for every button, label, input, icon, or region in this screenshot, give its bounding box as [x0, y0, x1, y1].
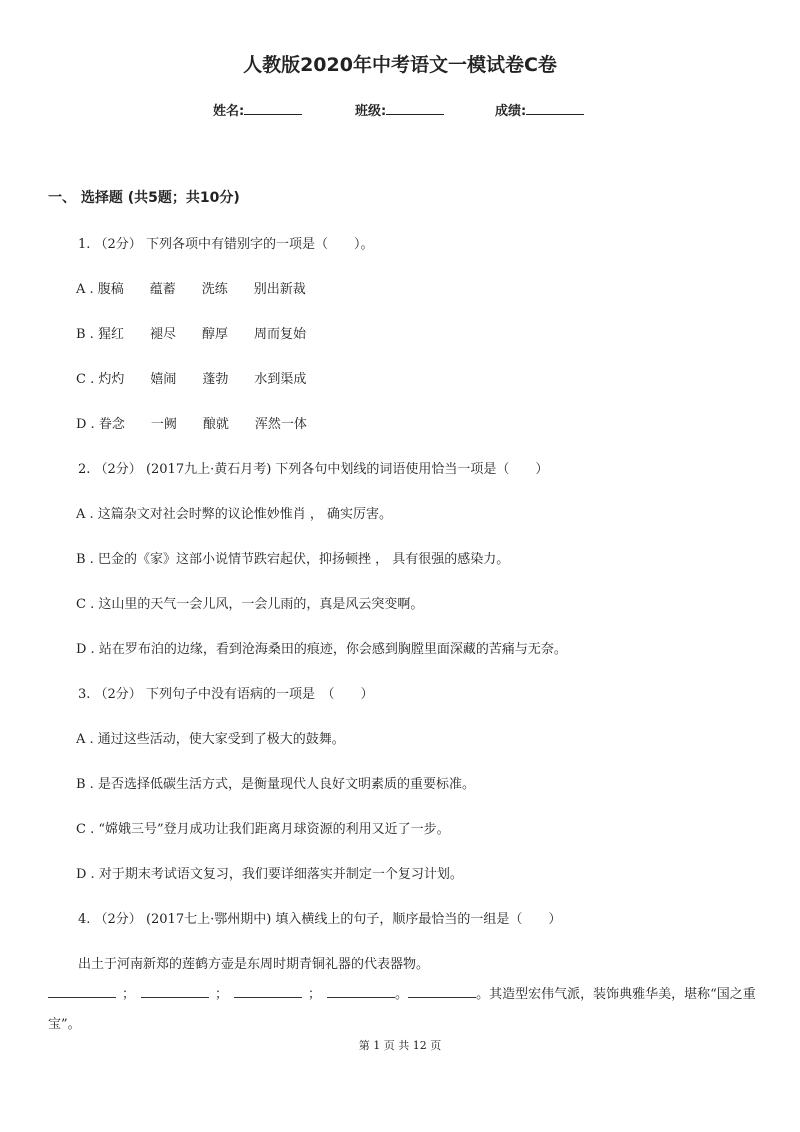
question-passage: 出土于河南新郑的莲鹤方壶是东周时期青铜礼器的代表器物。	[78, 957, 430, 972]
name-label: 姓名:	[213, 104, 245, 119]
question-stem: 4. （2分） (2017七上·鄂州期中) 填入横线上的句子，顺序最恰当的一组是（ ）	[78, 912, 562, 927]
class-label: 班级:	[355, 104, 387, 119]
class-field[interactable]	[355, 100, 444, 119]
question-stem: 2. （2分） (2017九上·黄石月考) 下列各句中划线的词语使用恰当一项是（ ）	[78, 462, 549, 477]
option-b[interactable]: B . 是否选择低碳生活方式，是衡量现代人良好文明素质的重要标准。	[76, 777, 475, 792]
punct: 。	[476, 987, 490, 1002]
fill-blank-4[interactable]	[327, 985, 395, 998]
option-c[interactable]: C . 这山里的天气一会儿风，一会儿雨的，真是风云突变啊。	[76, 597, 424, 612]
fill-blank-1[interactable]	[48, 985, 116, 998]
name-field[interactable]	[213, 100, 302, 119]
option-d[interactable]: D . 对于期末考试语文复习，我们要详细落实并制定一个复习计划。	[76, 867, 463, 882]
name-blank[interactable]	[244, 102, 302, 115]
option-a[interactable]: A . 腹稿 蕴蓄 洗练 别出新裁	[76, 282, 306, 297]
score-blank[interactable]	[526, 102, 584, 115]
option-a[interactable]: A . 通过这些活动，使大家受到了极大的鼓舞。	[76, 732, 345, 747]
score-label: 成绩:	[495, 104, 527, 119]
punct: ；	[122, 987, 136, 1002]
option-d[interactable]: D . 站在罗布泊的边缘，看到沧海桑田的痕迹，你会感到胸膛里面深藏的苦痛与无奈。	[76, 642, 567, 657]
page-title: 人教版2020年中考语文一模试卷C卷	[243, 54, 557, 76]
fill-blank-2[interactable]	[141, 985, 209, 998]
fill-blank-line	[48, 983, 756, 1002]
class-blank[interactable]	[386, 102, 444, 115]
option-b[interactable]: B . 猩红 褪尽 醇厚 周而复始	[76, 327, 306, 342]
fill-wrap-text: 宝”。	[48, 1017, 81, 1032]
fill-blank-5[interactable]	[408, 985, 476, 998]
page-footer: 第 1 页 共 12 页	[358, 1039, 442, 1052]
punct: ；	[215, 987, 229, 1002]
option-c[interactable]: C . 灼灼 嬉闹 蓬勃 水到渠成	[76, 372, 307, 387]
score-field[interactable]	[495, 100, 584, 119]
option-a[interactable]: A . 这篇杂文对社会时弊的议论惟妙惟肖 ， 确实厉害。	[76, 507, 393, 522]
fill-blank-3[interactable]	[234, 985, 302, 998]
punct: 。	[395, 987, 409, 1002]
option-b[interactable]: B . 巴金的《家》这部小说情节跌宕起伏，抑扬顿挫 ， 具有很强的感染力。	[76, 552, 510, 567]
question-stem: 3. （2分） 下列句子中没有语病的一项是 （ ）	[78, 687, 374, 702]
option-c[interactable]: C . “嫦娥三号”登月成功让我们距离月球资源的利用又近了一步。	[76, 822, 450, 837]
punct: ；	[308, 987, 322, 1002]
section-heading: 一、 选择题 (共5题；共10分)	[48, 190, 240, 206]
question-stem: 1. （2分） 下列各项中有错别字的一项是（ ）。	[78, 237, 374, 252]
option-d[interactable]: D . 眷念 一阙 酿就 浑然一体	[76, 417, 307, 432]
fill-tail-text: 其造型宏伟气派，装饰典雅华美，堪称“国之重	[489, 987, 756, 1002]
